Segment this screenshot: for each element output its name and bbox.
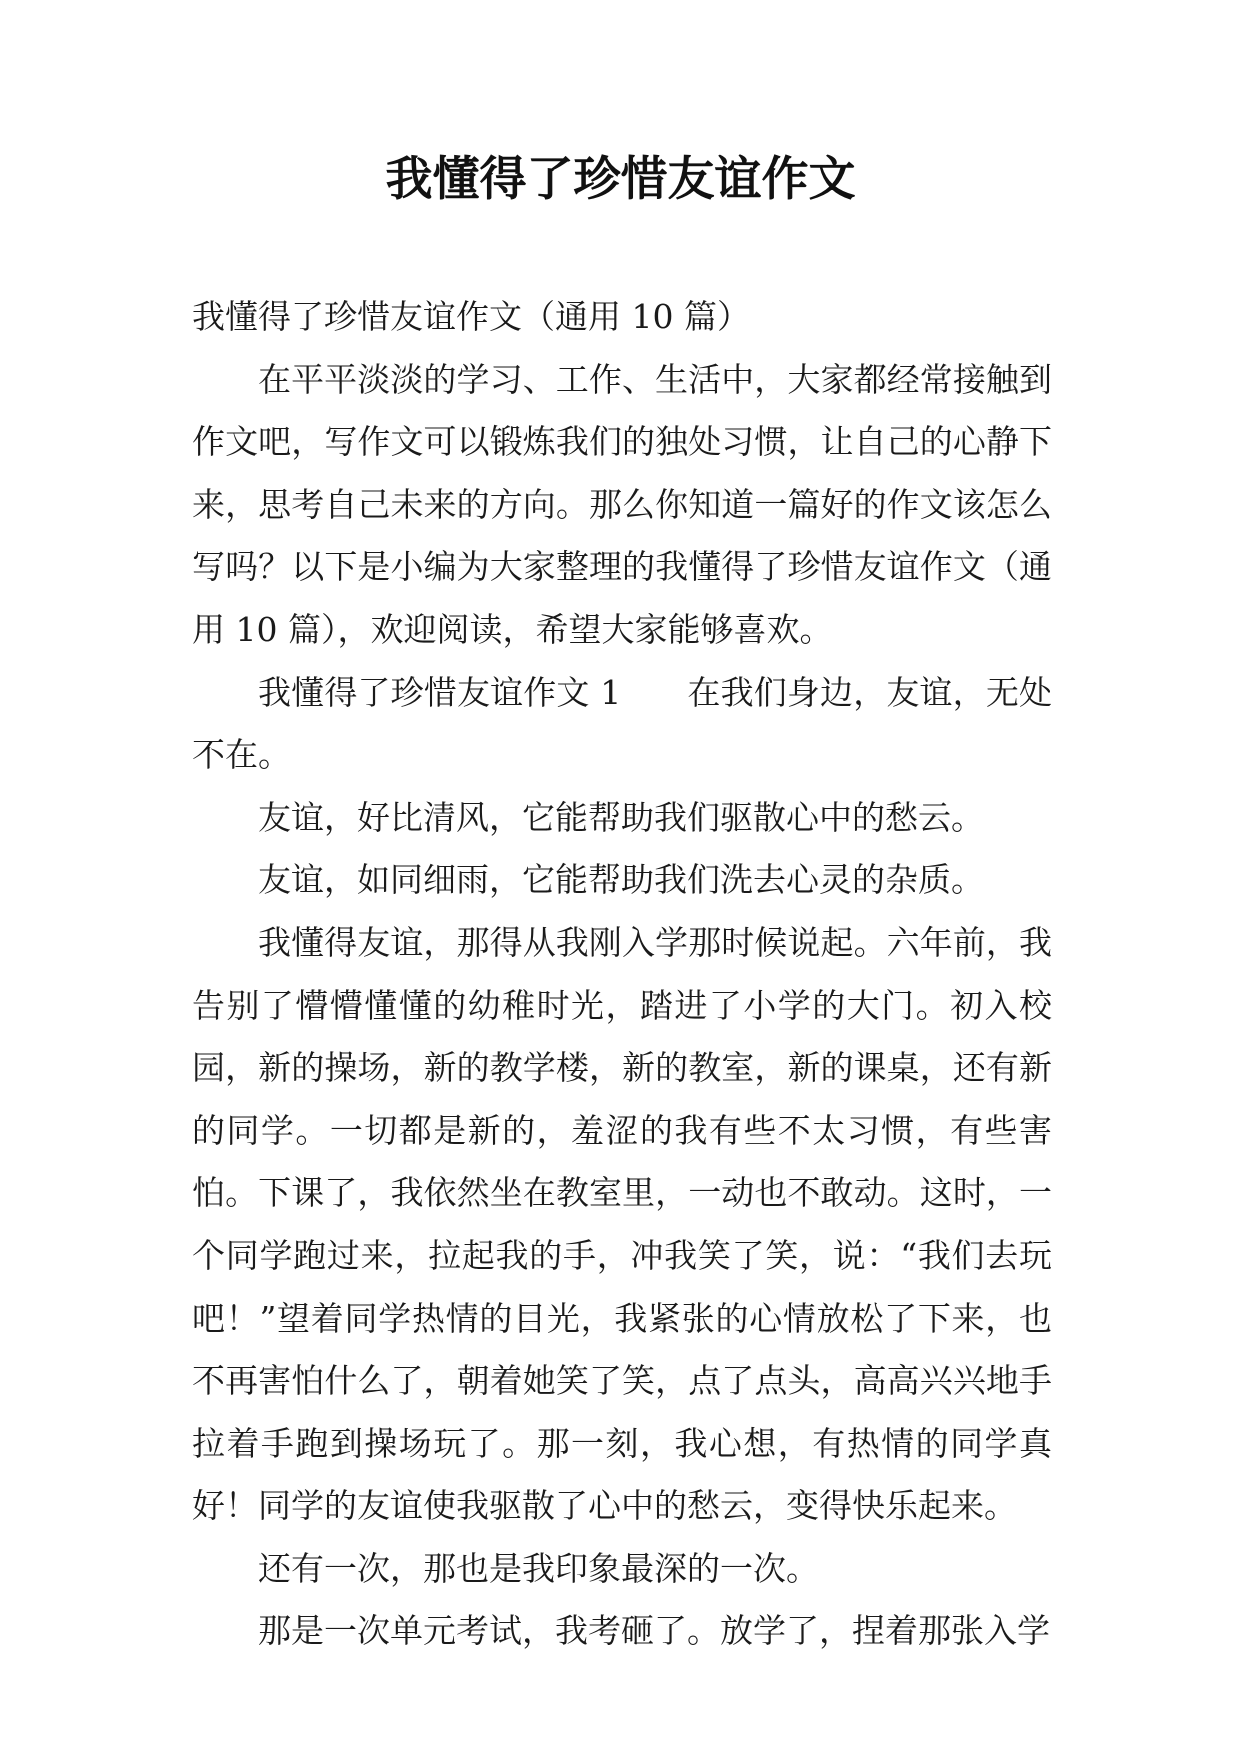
document-subtitle: 我懂得了珍惜友谊作文（通用 10 篇） (192, 297, 750, 336)
body-paragraph: 友谊，如同细雨，它能帮助我们洗去心灵的杂质。 (258, 860, 984, 900)
body-paragraph: 我懂得友谊，那得从我刚入学那时候说起。六年前，我告别了懵懵懂懂的幼稚时光，踏进了小学的大门。初入校园，新的操场，新的教学楼，新的教室，新的课桌，还有新的同学。一切都是新的，羞涩的我有些不太习惯，有些害怕。下课了，我依然坐在教室里，一动也不敢动。这时，一个同学跑过来，拉起我的手，冲我笑了笑，说：“我们去玩吧！”望着同学热情的目光，我紧张的心情放松了下来，也不再害怕什么了，朝着她笑了笑，点了点头，高高兴兴地手拉着手跑到操场玩了。那一刻，我心想，有热情的同学真好！同学的友谊使我驱散了心中的愁云，变得快乐起来。 (192, 922, 1052, 1526)
body-paragraph: 友谊，好比清风，它能帮助我们驱散心中的愁云。 (258, 797, 984, 837)
document-title: 我懂得了珍惜友谊作文 (385, 152, 856, 207)
essay-opening-line: 在我们身边，友谊，无处不在。 (192, 672, 1053, 775)
body-paragraph: 那是一次单元考试，我考砸了。放学了，捏着那张入学 (258, 1611, 1050, 1651)
document-body (192, 286, 1052, 1663)
intro-paragraph: 在平平淡淡的学习、工作、生活中，大家都经常接触到作文吧，写作文可以锻炼我们的独处习惯，让自己的心静下来，思考自己未来的方向。那么你知道一篇好的作文该怎么写吗？以下是小编为大家整理的我懂得了珍惜友谊作文（通用 10 篇），欢迎阅读，希望大家能够喜欢。 (192, 359, 1052, 649)
essay-heading-paragraph (192, 662, 1052, 787)
essay-heading: 我懂得了珍惜友谊作文 1 (258, 672, 622, 712)
body-paragraph: 还有一次，那也是我印象最深的一次。 (258, 1548, 819, 1588)
